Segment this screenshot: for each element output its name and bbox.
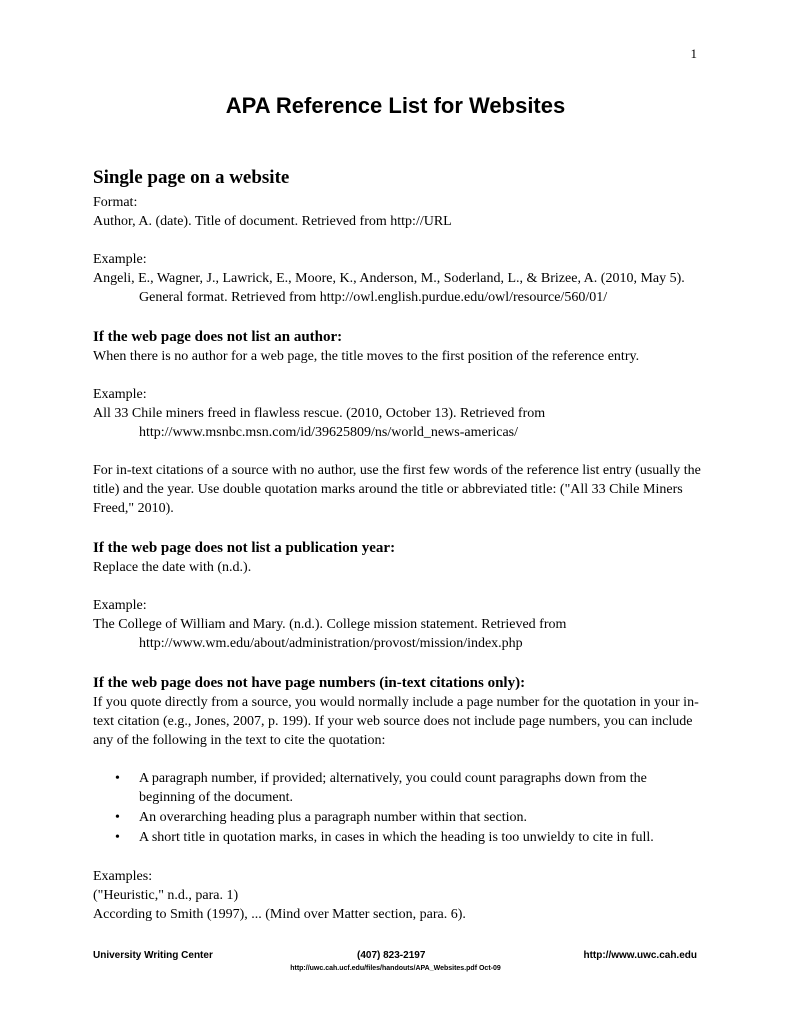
no-year-heading: If the web page does not list a publication year: [93, 540, 396, 556]
no-author-example-reference: All 33 Chile miners freed in flawless rescue. (2010, October 13). Retrieved from http://www.msnbc.msn.com/id/39625809/ns/world_news-americas/ [93, 406, 546, 440]
list-item: • A short title in quotation marks, in cases in which the heading is too unwieldy to cite in full. [139, 828, 703, 847]
format-text: Author, A. (date). Title of document. Retrieved from http://URL [93, 214, 452, 229]
citation-options-list [93, 769, 703, 847]
no-year-example-label: Example: [93, 598, 147, 613]
examples-label: Examples: [93, 869, 153, 884]
footer-phone: (407) 823-2197 [357, 950, 426, 961]
no-page-numbers-text: If you quote directly from a source, you would normally include a page number for the quotation in your in-text citation (e.g., Jones, 2007, p. 199). If your web source does not include page numbers, you can include any of the following in the text to cite the quotation: [93, 695, 699, 748]
footer-document-url: http://uwc.cah.ucf.edu/files/handouts/APA_Websites.pdf Oct-09 [290, 965, 501, 972]
no-author-heading: If the web page does not list an author: [93, 329, 343, 345]
list-item: • A paragraph number, if provided; alternatively, you could count paragraphs down from the beginning of the document. [139, 769, 703, 807]
section-heading: Single page on a website [93, 167, 290, 188]
example-citation: According to Smith (1997), ... (Mind over Matter section, para. 6). [93, 907, 466, 922]
list-item: • An overarching heading plus a paragraph number within that section. [139, 808, 703, 827]
example-citation: ("Heuristic," n.d., para. 1) [93, 888, 239, 903]
page-number: 1 [690, 46, 697, 61]
no-author-example-label: Example: [93, 387, 147, 402]
footer-website: http://www.uwc.cah.edu [583, 950, 697, 961]
format-label: Format: [93, 195, 138, 210]
intext-note: For in-text citations of a source with no author, use the first few words of the reference list entry (usually the title) and the year. Use double quotation marks around the title or abbreviated title: ("All 33 Chile Miners Freed," 2010). [93, 463, 701, 516]
no-year-text: Replace the date with (n.d.). [93, 560, 252, 575]
no-page-numbers-heading: If the web page does not have page numbers (in-text citations only): [93, 675, 526, 691]
no-author-text: When there is no author for a web page, the title moves to the first position of the reference entry. [93, 349, 640, 364]
document-body [93, 166, 703, 924]
example-label: Example: [93, 252, 147, 267]
footer-center-name: University Writing Center [93, 950, 213, 961]
page-title: APA Reference List for Websites [225, 93, 566, 118]
no-year-example-reference: The College of William and Mary. (n.d.). College mission statement. Retrieved from http://www.wm.edu/about/administration/provost/mission/index.php [93, 617, 567, 651]
example-reference: Angeli, E., Wagner, J., Lawrick, E., Moore, K., Anderson, M., Soderland, L., & Brizee, A. (2010, May 5). General format. Retrieved from http://owl.english.purdue.edu/owl/resource/560/01/ [93, 271, 685, 305]
